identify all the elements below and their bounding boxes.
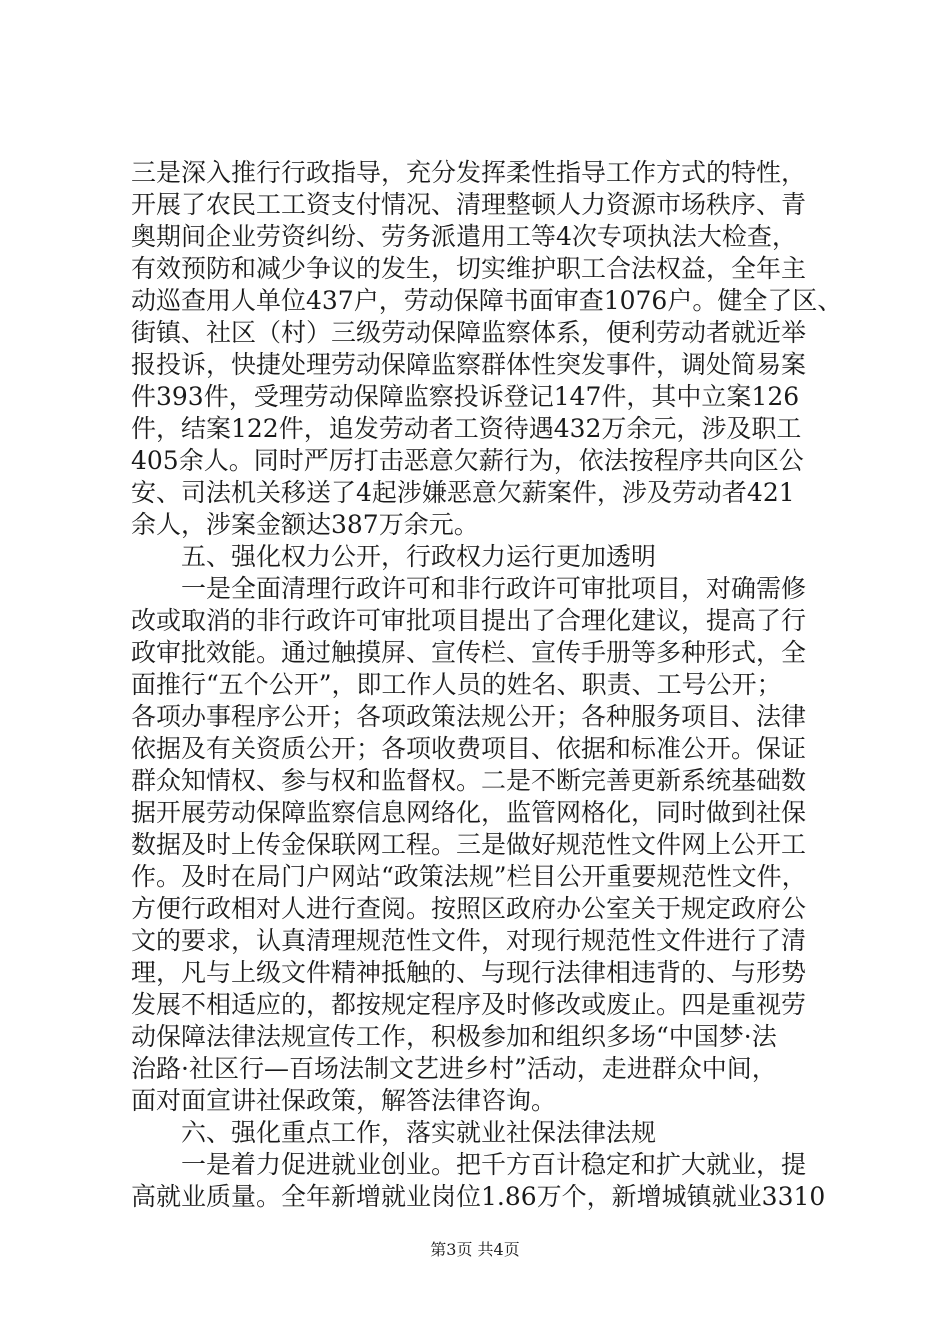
text-line: 三是深入推行行政指导，充分发挥柔性指导工作方式的特性， (131, 158, 807, 187)
text-line: 文的要求，认真清理规范性文件，对现行规范性文件进行了清 (131, 926, 807, 955)
text-line: 六、强化重点工作，落实就业社保法律法规 (181, 1118, 657, 1147)
text-line: 奥期间企业劳资纠纷、劳务派遣用工等4次专项执法大检查， (131, 222, 797, 251)
text-line: 数据及时上传金保联网工程。三是做好规范性文件网上公开工 (131, 830, 807, 859)
text-line: 件393件，受理劳动保障监察投诉登记147件，其中立案126 (131, 382, 800, 411)
text-line: 一是着力促进就业创业。把千方百计稳定和扩大就业，提 (181, 1150, 807, 1179)
text-line: 报投诉，快捷处理劳动保障监察群体性突发事件，调处简易案 (131, 350, 807, 379)
text-line: 动巡查用人单位437户，劳动保障书面审查1076户。健全了区、 (131, 286, 843, 315)
text-line: 余人，涉案金额达387万余元。 (131, 510, 479, 539)
text-line: 街镇、社区（村）三级劳动保障监察体系，便利劳动者就近举 (131, 318, 807, 347)
text-line: 五、强化权力公开，行政权力运行更加透明 (181, 542, 657, 571)
text-line: 面对面宣讲社保政策，解答法律咨询。 (131, 1086, 557, 1115)
text-line: 发展不相适应的，都按规定程序及时修改或废止。四是重视劳 (131, 990, 807, 1019)
text-line: 405余人。同时严厉打击恶意欠薪行为，依法按程序共向区公 (131, 446, 804, 475)
text-line: 依据及有关资质公开；各项收费项目、依据和标准公开。保证 (131, 734, 807, 763)
text-line: 政审批效能。通过触摸屏、宣传栏、宣传手册等多种形式，全 (131, 638, 807, 667)
text-line: 各项办事程序公开；各项政策法规公开；各种服务项目、法律 (131, 702, 807, 731)
text-line: 高就业质量。全年新增就业岗位1.86万个，新增城镇就业3310 (131, 1182, 826, 1211)
text-line: 动保障法律法规宣传工作，积极参加和组织多场“中国梦·法 (131, 1022, 777, 1051)
text-line: 有效预防和减少争议的发生，切实维护职工合法权益，全年主 (131, 254, 807, 283)
text-line: 开展了农民工工资支付情况、清理整顿人力资源市场秩序、青 (131, 190, 807, 219)
text-line: 一是全面清理行政许可和非行政许可审批项目，对确需修 (181, 574, 807, 603)
page-footer: 第3页 共4页 (430, 1240, 520, 1259)
text-line: 群众知情权、参与权和监督权。二是不断完善更新系统基础数 (131, 766, 807, 795)
text-line: 治路·社区行—百场法制文艺进乡村”活动，走进群众中间， (131, 1054, 777, 1083)
text-line: 安、司法机关移送了4起涉嫌恶意欠薪案件，涉及劳动者421 (131, 478, 795, 507)
text-line: 改或取消的非行政许可审批项目提出了合理化建议，提高了行 (131, 606, 807, 635)
text-line: 理，凡与上级文件精神抵触的、与现行法律相违背的、与形势 (131, 958, 807, 987)
text-line: 作。及时在局门户网站“政策法规”栏目公开重要规范性文件， (131, 862, 807, 891)
text-line: 方便行政相对人进行查阅。按照区政府办公室关于规定政府公 (131, 894, 807, 923)
text-line: 面推行“五个公开”，即工作人员的姓名、职责、工号公开； (131, 670, 782, 699)
text-line: 件，结案122件，追发劳动者工资待遇432万余元，涉及职工 (131, 414, 802, 443)
body-text (131, 157, 843, 1213)
text-line: 据开展劳动保障监察信息网络化，监管网格化，同时做到社保 (131, 798, 807, 827)
